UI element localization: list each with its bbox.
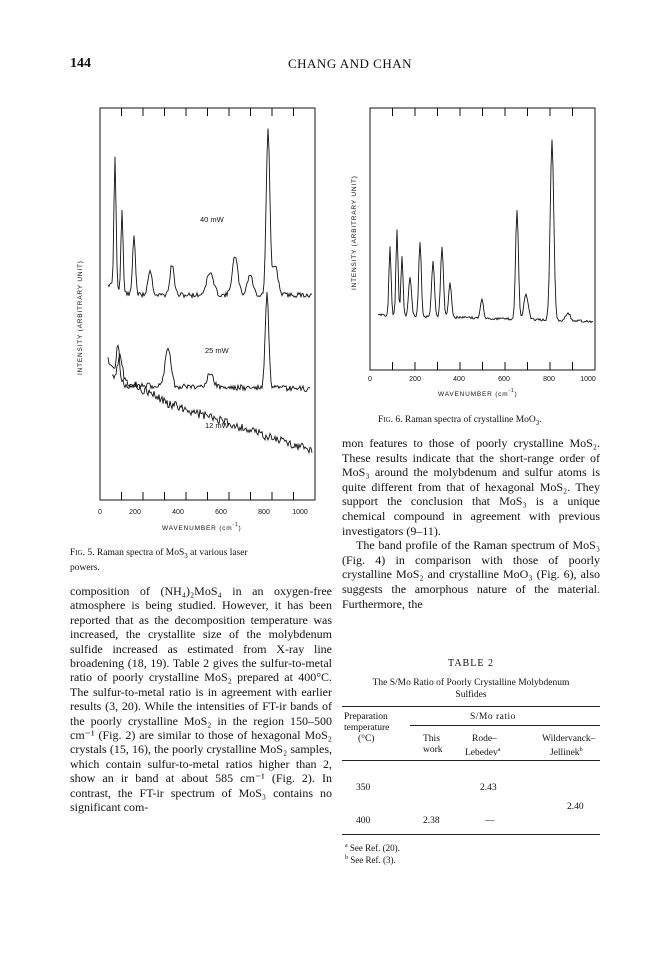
figure-6-caption: Fig. 6. Raman spectra of crystalline MoO$_3$. [378, 415, 542, 427]
table-col-prep-1: Preparation [344, 712, 388, 722]
f5-tick-label-0: 0 [98, 509, 102, 516]
f5-tick-label-600: 600 [215, 509, 227, 516]
table-row-350-temp: 350 [356, 783, 371, 793]
figure-6-frame [370, 108, 595, 370]
table-footnote-a: $^a$ See Ref. (20). [345, 843, 400, 853]
table-top-rule [342, 706, 600, 707]
f6-ylabel: INTENSITY (ARBITRARY UNIT) [351, 175, 358, 290]
f5-spectrum-25mw [108, 292, 310, 392]
table-2-title: TABLE 2 [448, 658, 494, 669]
page-number: 144 [70, 56, 91, 71]
f5-ylabel: INTENSITY (ARBITRARY UNIT) [77, 260, 84, 375]
table-col-group: S/Mo ratio [470, 712, 516, 722]
table-group-rule [410, 725, 600, 726]
f6-xlabel: WAVENUMBER $(cm^{-1})$ [438, 388, 518, 398]
page-header [70, 56, 630, 74]
f6-tick-label-200: 200 [409, 376, 421, 383]
figure-5-caption: Fig. 5. Raman spectra of MoS$_3$ at various laser powers. [70, 548, 248, 573]
f5-tick-label-800: 800 [258, 509, 270, 516]
table-col-wild-2: Jellinek$^b$ [550, 747, 583, 759]
table-col-this-2: work [423, 745, 443, 755]
table-row-350-rode: 2.43 [480, 783, 497, 793]
table-wild-value: 2.40 [567, 802, 584, 812]
figure-5-tick-labels [98, 509, 308, 516]
table-row-400-this: 2.38 [423, 816, 440, 826]
f6-tick-label-600: 600 [498, 376, 510, 383]
table-col-prep-3: (°C) [358, 734, 375, 744]
table-row-400-temp: 400 [356, 816, 371, 826]
right-paragraph-1: mon features to those of poorly crystalline MoS₂. These results indicate that the short-range order of MoS₃ around the molybdenum and sulfur atoms is quite different from that of hexagonal MoS₂. They support the conclusion that MoS₃ is a unique chemical compound in agreement with previous investigators (9–11). [342, 436, 600, 538]
table-bottom-rule [342, 834, 600, 835]
figure-5-ticks [100, 108, 315, 500]
figure-6-ticks [370, 108, 595, 370]
figure-6-plot [340, 100, 610, 410]
figure-5-plot [60, 100, 330, 540]
figure-6 [340, 100, 610, 410]
table-col-prep-2: temperature [344, 723, 390, 733]
f5-spectrum-40mw [108, 129, 312, 298]
f5-xlabel: WAVENUMBER $(cm^{-1})$ [162, 522, 242, 532]
figure-5 [60, 100, 330, 540]
figure-5-frame [100, 108, 315, 500]
f5-annotation-12mw: 12 mW [205, 421, 229, 430]
table-col-rode-2: Lebedev$^a$ [465, 747, 501, 759]
f5-tick-label-200: 200 [129, 509, 141, 516]
f5-tick-label-400: 400 [172, 509, 184, 516]
running-head: CHANG AND CHAN [287, 56, 412, 71]
f6-tick-label-800: 800 [543, 376, 555, 383]
figure-5-caption-label: Fig. 5. [70, 548, 95, 558]
table-header-rule [342, 760, 600, 761]
figure-6-caption-label: Fig. 6. [378, 415, 403, 425]
table-footnote-b: $^b$ See Ref. (3). [345, 855, 396, 865]
f5-annotation-25mw: 25 mW [205, 346, 229, 355]
table-row-400-rode: — [485, 816, 495, 826]
table-col-wild-1: Wildervanck– [542, 734, 596, 744]
f6-tick-label-0: 0 [368, 376, 372, 383]
left-column-text [70, 584, 332, 815]
f6-tick-label-400: 400 [453, 376, 465, 383]
f5-tick-label-1000: 1000 [292, 509, 308, 516]
table-col-rode-1: Rode– [472, 734, 497, 744]
left-paragraph-1: composition of (NH₄)₂MoS₄ in an oxygen-free atmosphere is being studied. However, it has been reported that as the decomposition temperature was increased, the crystallite size of the molybdenum sulfide increased as estimated from X-ray line broadening (18, 19). Table 2 gives the sulfur-to-metal ratio of poorly crystalline MoS₂ prepared at 400°C. The sulfur-to-metal ratio is in agreement with earlier results (3, 20). While the intensities of FT-ir bands of the poorly crystalline MoS₂ in the region 150–500 cm⁻¹ (Fig. 2) are similar to those of hexagonal MoS₂ crystals (15, 16), the poorly crystalline MoS₂ samples, which contain sulfur-to-metal ratios higher than 2, show an ir band at about 585 cm⁻¹ (Fig. 2). In contrast, the FT-ir spectrum of MoS₃ contains no significant com- [70, 584, 332, 815]
right-column-text [342, 436, 600, 611]
f6-spectrum [378, 140, 593, 323]
right-paragraph-2: The band profile of the Raman spectrum of MoS₃ (Fig. 4) in comparison with those of poorly crystalline MoS₂ and crystalline MoO₃ (Fig. 6), also suggests the amorphous nature of the material. Furthermore, the [342, 538, 600, 611]
table-col-this-1: This [423, 734, 440, 744]
f6-tick-label-1000: 1000 [580, 376, 596, 383]
table-2-caption: The S/Mo Ratio of Poorly Crystalline Molybdenum Sulfides [372, 678, 570, 700]
f5-spectrum-12mw [112, 354, 312, 453]
f5-annotation-40mw: 40 mW [200, 215, 224, 224]
